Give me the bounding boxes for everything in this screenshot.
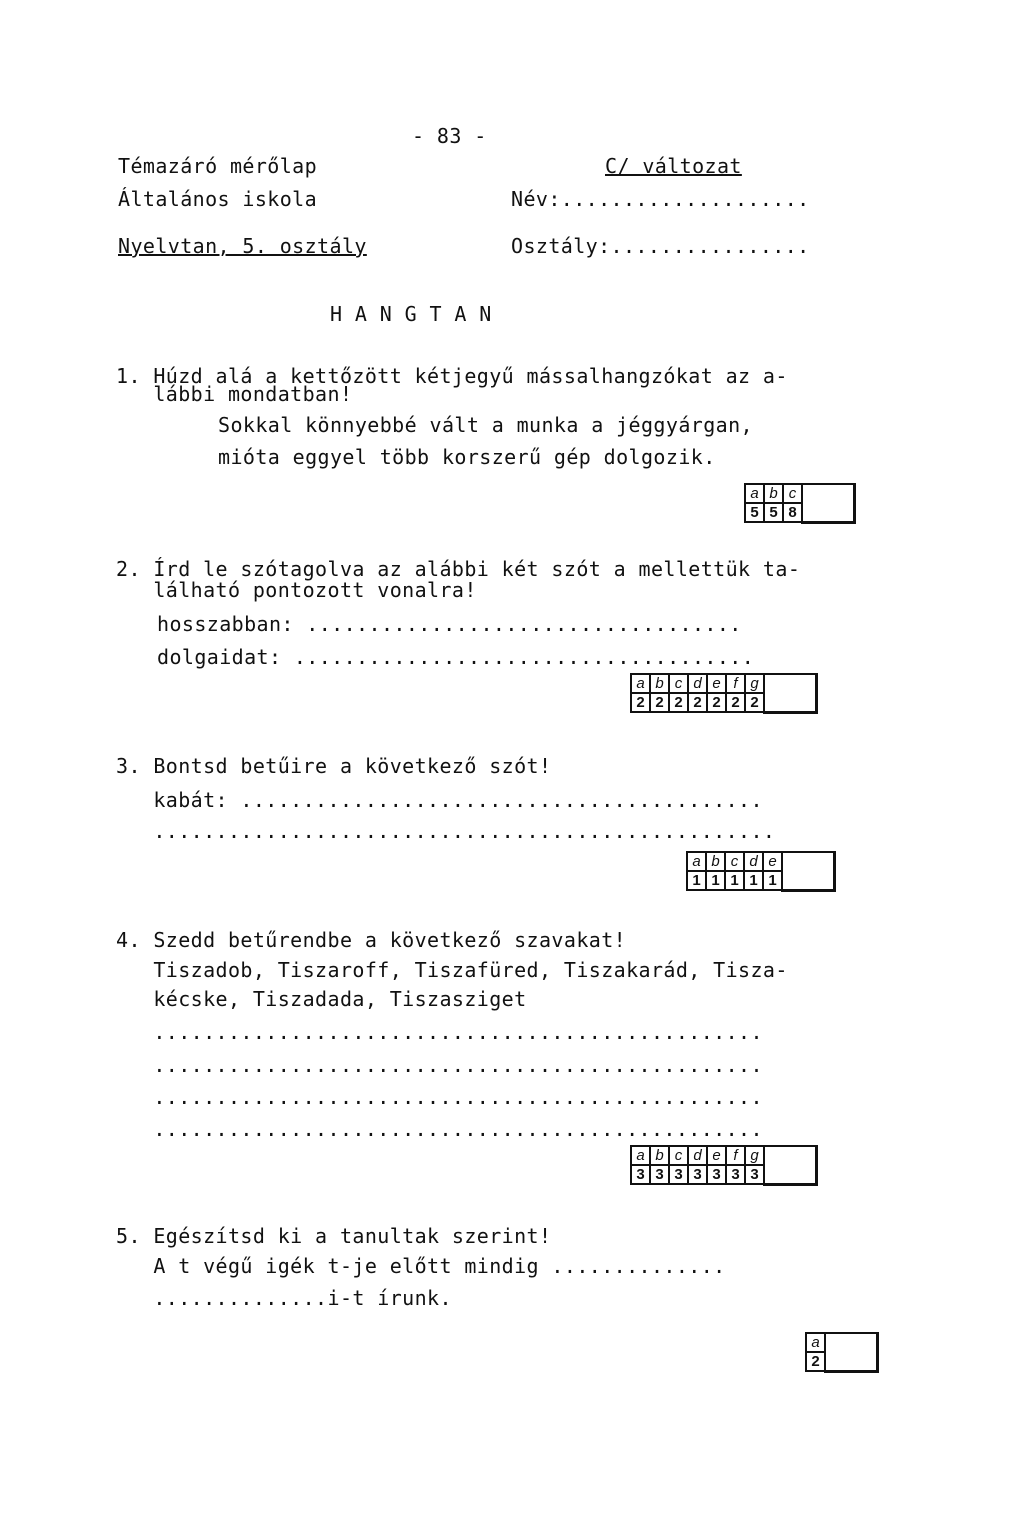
score-letter: e: [707, 1146, 726, 1165]
score-letter: d: [688, 1146, 707, 1165]
score-total-cell: [764, 674, 817, 712]
score-points: 3: [688, 1165, 707, 1184]
score-total-cell: [802, 484, 855, 522]
task-4-line: 4. Szedd betűrendbe a következő szavakat!: [116, 928, 627, 952]
score-total-cell: [825, 1333, 878, 1371]
score-letter: e: [763, 852, 782, 871]
task-2-line: 2. Írd le szótagolva az alábbi két szót a mellettük ta-: [116, 557, 801, 581]
task-4-dots: .................................................: [116, 1117, 763, 1141]
score-letter: c: [669, 1146, 688, 1165]
score-letter: g: [745, 1146, 764, 1165]
score-letter: a: [631, 674, 650, 693]
score-points: 1: [763, 871, 782, 890]
task-3-word: kabát: ..........................................: [116, 788, 763, 812]
score-letter: g: [745, 674, 764, 693]
score-points: 1: [744, 871, 763, 890]
variant-label: C/ változat: [605, 154, 742, 178]
task-5-sentence: ..............i-t írunk.: [116, 1286, 452, 1310]
score-letter: a: [687, 852, 706, 871]
score-letter: d: [744, 852, 763, 871]
task-1-sentence: Sokkal könnyebbé vált a munka a jéggyárgan,: [218, 413, 753, 437]
task-3-dots: ..................................................: [116, 819, 776, 843]
score-points: 1: [706, 871, 725, 890]
school-type: Általános iskola: [118, 187, 318, 211]
score-box-5: [805, 1332, 879, 1373]
task-1-line: lábbi mondatban!: [116, 382, 353, 406]
task-1-sentence: mióta eggyel több korszerű gép dolgozik.: [218, 445, 716, 469]
score-letter: f: [726, 674, 745, 693]
score-points: 3: [631, 1165, 650, 1184]
score-points: 2: [726, 693, 745, 712]
score-points: 1: [725, 871, 744, 890]
score-points: 2: [688, 693, 707, 712]
score-letter: d: [688, 674, 707, 693]
task-4-words: Tiszadob, Tiszaroff, Tiszafüred, Tiszakarád, Tisza-: [116, 958, 788, 982]
score-letter: a: [745, 484, 764, 503]
score-letter: b: [650, 1146, 669, 1165]
task-4-dots: .................................................: [116, 1020, 763, 1044]
score-box-1: [744, 483, 856, 524]
page-number: - 83 -: [412, 124, 487, 148]
task-5-sentence: A t végű igék t-je előtt mindig ..............: [116, 1254, 726, 1278]
task-2-word: dolgaidat: .....................................: [157, 645, 755, 669]
task-2-line: lálható pontozott vonalra!: [116, 578, 477, 602]
score-points: 5: [764, 503, 783, 522]
score-letter: f: [726, 1146, 745, 1165]
score-points: 3: [745, 1165, 764, 1184]
score-letter: c: [669, 674, 688, 693]
task-3-line: 3. Bontsd betűire a következő szót!: [116, 754, 552, 778]
score-points: 2: [745, 693, 764, 712]
score-points: 3: [650, 1165, 669, 1184]
score-total-cell: [764, 1146, 817, 1184]
score-box-3: [686, 851, 836, 892]
class-field: Osztály:................: [511, 234, 810, 258]
score-letter: a: [806, 1333, 825, 1352]
score-box-2: [630, 673, 818, 714]
score-points: 3: [707, 1165, 726, 1184]
score-box-4: [630, 1145, 818, 1186]
score-points: 2: [707, 693, 726, 712]
score-points: 8: [783, 503, 802, 522]
form-title: Témazáró mérőlap: [118, 154, 318, 178]
section-title: H A N G T A N: [330, 302, 492, 326]
task-5-line: 5. Egészítsd ki a tanultak szerint!: [116, 1224, 552, 1248]
score-letter: b: [764, 484, 783, 503]
score-points: 2: [631, 693, 650, 712]
score-letter: e: [707, 674, 726, 693]
name-field: Név:....................: [511, 187, 810, 211]
score-letter: b: [650, 674, 669, 693]
task-2-word: hosszabban: ...................................: [157, 612, 742, 636]
score-letter: c: [783, 484, 802, 503]
task-4-words: kécske, Tiszadada, Tiszasziget: [116, 987, 527, 1011]
task-1-line: 1. Húzd alá a kettőzött kétjegyű mássalhangzókat az a-: [116, 364, 788, 388]
score-points: 1: [687, 871, 706, 890]
score-letter: c: [725, 852, 744, 871]
score-letter: a: [631, 1146, 650, 1165]
score-points: 5: [745, 503, 764, 522]
score-points: 3: [669, 1165, 688, 1184]
score-points: 3: [726, 1165, 745, 1184]
score-points: 2: [669, 693, 688, 712]
task-4-dots: .................................................: [116, 1085, 763, 1109]
score-letter: b: [706, 852, 725, 871]
score-points: 2: [806, 1352, 825, 1371]
score-points: 2: [650, 693, 669, 712]
task-4-dots: .................................................: [116, 1053, 763, 1077]
score-total-cell: [782, 852, 835, 890]
subject-grade: Nyelvtan, 5. osztály: [118, 234, 367, 258]
